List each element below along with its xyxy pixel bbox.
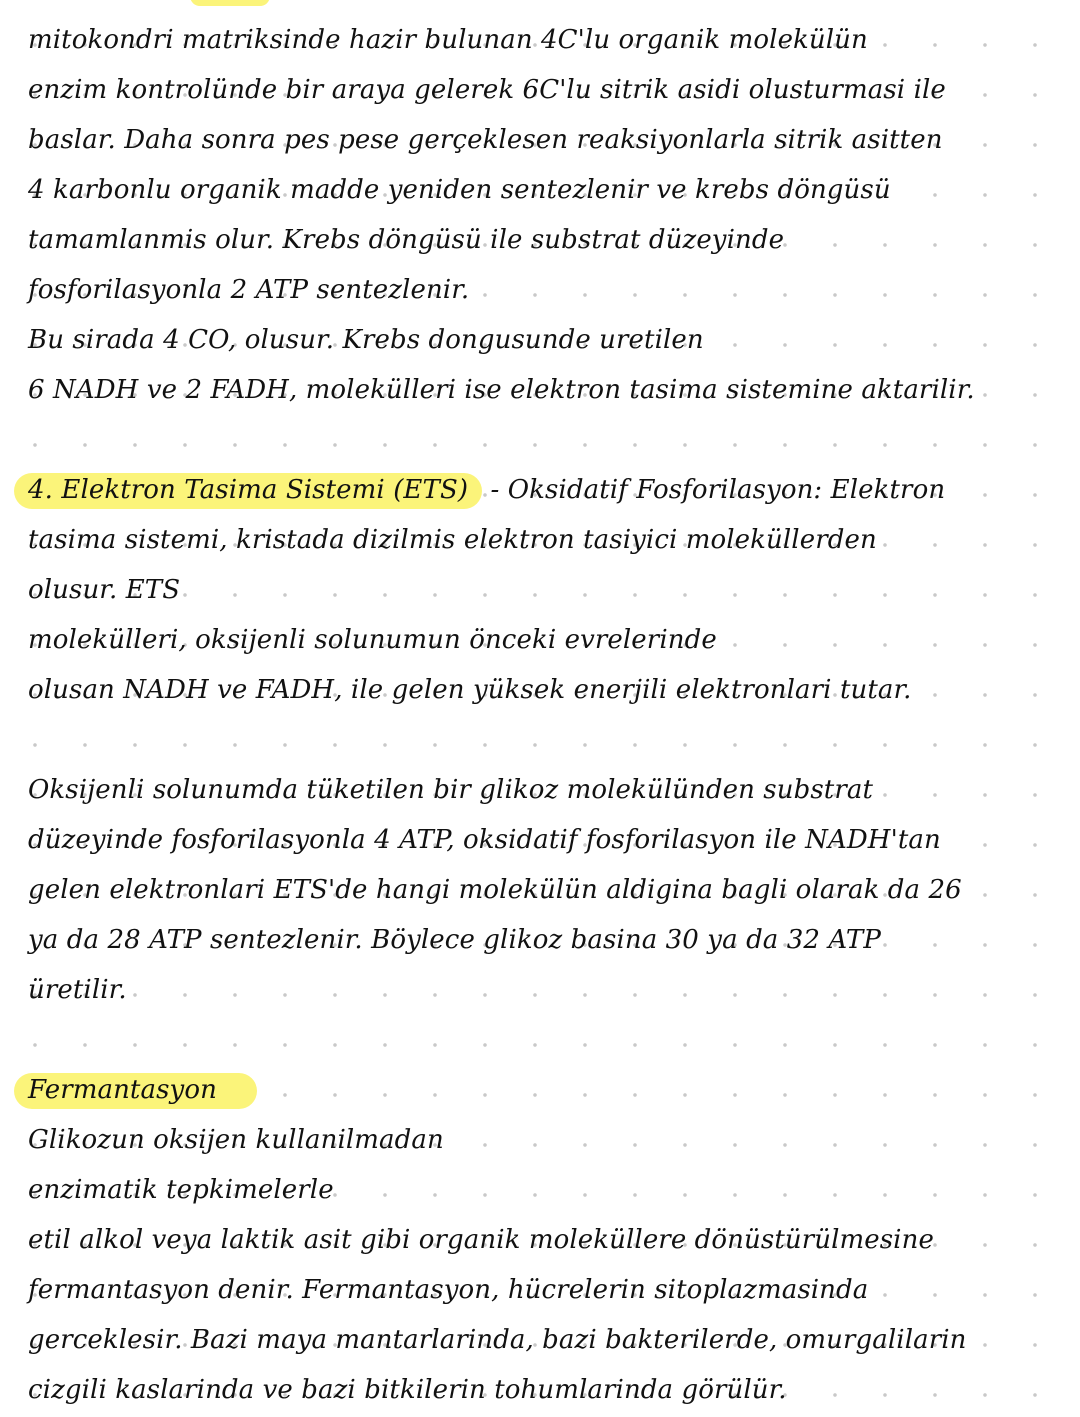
cutoff-highlight [190,0,270,6]
text-line: Glikozun oksijen kullanilmadan [28,1125,444,1155]
text-line: mitokondri matriksinde hazir bulunan 4C'lu organik molekülün [28,25,868,55]
text-line: Bu sirada 4 CO, olusur. Krebs dongusunde uretilen [28,325,704,355]
text-line: gerceklesir. Bazi maya mantarlarinda, bazi bakterilerde, omurgalilarin [28,1325,967,1355]
section-heading-ets-line [28,470,945,510]
section-heading-fermentation: Fermantasyon [14,1073,257,1109]
text-line: cizgili kaslarinda ve bazi bitkilerin tohumlarinda görülür. [28,1375,787,1405]
text-line: Oksijenli solunumda tüketilen bir glikoz molekülünden substrat [28,775,873,805]
text-line: düzeyinde fosforilasyonla 4 ATP, oksidatif fosforilasyon ile NADH'tan [28,825,941,855]
text-line: tasima sistemi, kristada dizilmis elektron tasiyici moleküllerden [28,525,877,555]
text-line: üretilir. [28,975,127,1005]
text-line: ya da 28 ATP sentezlenir. Böylece glikoz basina 30 ya da 32 ATP [28,925,881,955]
text-line: olusur. ETS [28,575,181,605]
text-line: baslar. Daha sonra pes pese gerçeklesen reaksiyonlarla sitrik asitten [28,125,943,155]
text-line: olusan NADH ve FADH, ile gelen yüksek enerjili elektronlari tutar. [28,675,912,705]
text-line: tamamlanmis olur. Krebs döngüsü ile substrat düzeyinde [28,225,785,255]
section-heading-ets: 4. Elektron Tasima Sistemi (ETS) [14,473,482,509]
text-line: molekülleri, oksijenli solunumun önceki evrelerinde [28,625,717,655]
text-line: fermantasyon denir. Fermantasyon, hücrelerin sitoplazmasinda [28,1275,869,1305]
text-line: etil alkol veya laktik asit gibi organik moleküllere dönüstürülmesine [28,1225,934,1255]
section-heading-fermentation-line [28,1070,257,1110]
section-heading-ets-rest: - Oksidatif Fosforilasyon: Elektron [482,475,946,505]
text-line: 6 NADH ve 2 FADH, molekülleri ise elektron tasima sistemine aktarilir. [28,375,975,405]
text-line: 4 karbonlu organik madde yeniden sentezlenir ve krebs döngüsü [28,175,891,205]
text-line: enzim kontrolünde bir araya gelerek 6C'lu sitrik asidi olusturmasi ile [28,75,946,105]
text-line: enzimatik tepkimelerle [28,1175,334,1205]
text-line: gelen elektronlari ETS'de hangi molekülün aldigina bagli olarak da 26 [28,875,962,905]
text-line: fosforilasyonla 2 ATP sentezlenir. [28,275,470,305]
